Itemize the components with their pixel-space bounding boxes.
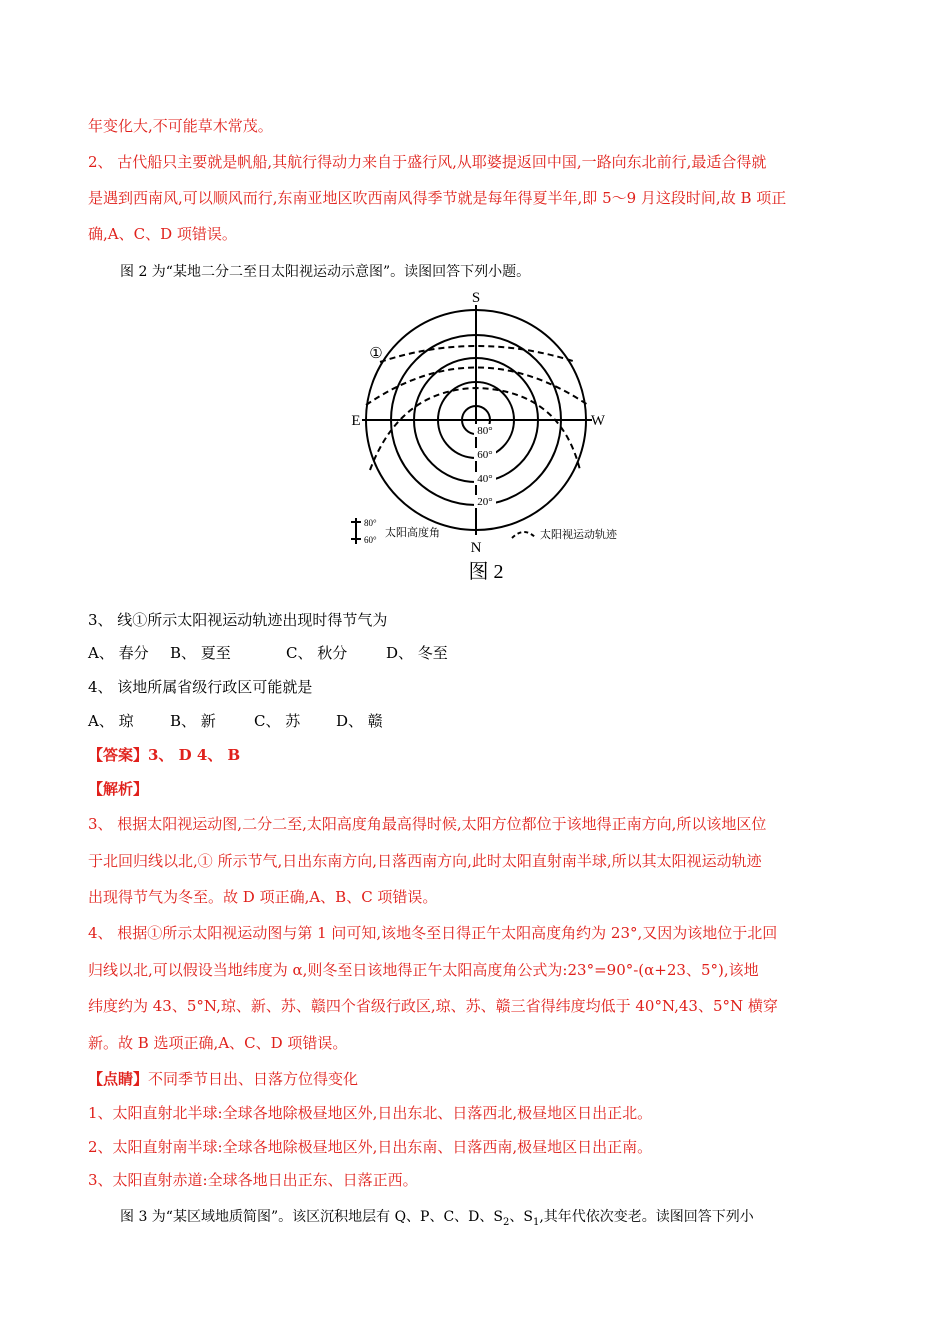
track-winter: [380, 346, 576, 362]
tip-text: 不同季节日出、日落方位得变化: [148, 1070, 359, 1088]
west-label: W: [590, 413, 606, 429]
subscript-1: 1: [532, 1216, 540, 1228]
option-c: C、 秋分: [286, 644, 348, 662]
figure-3-intro-start: 图 3 为“某区域地质简图”。该区沉积地层有 Q、P、C、D、S: [120, 1209, 503, 1225]
sun-path-diagram: [340, 290, 640, 585]
analysis-4-line-2: 归线以北,可以假设当地纬度为 α,则冬至日该地得正午太阳高度角公式为:23°=90°-(α+23、5°),该地: [88, 961, 759, 979]
figure-caption: 图 2: [468, 561, 504, 583]
analysis-4-line-3: 纬度约为 43、5°N,琼、新、苏、赣四个省级行政区,琼、苏、赣三省得纬度均低于 40°N,43、5°N 横穿: [88, 997, 778, 1015]
legend-altitude: 太阳高度角: [385, 527, 440, 539]
option-c: C、 苏: [254, 712, 301, 730]
east-label: E: [351, 413, 361, 429]
ring-label-40: 40°: [477, 473, 493, 485]
analysis-3-line-3: 出现得节气为冬至。故 D 项正确,A、B、C 项错误。: [88, 888, 438, 906]
option-d: D、 冬至: [386, 644, 448, 662]
answer-key: 【答案】3、 D 4、 B: [88, 746, 241, 764]
tip-heading: 【点睛】: [88, 1070, 149, 1088]
north-label: N: [470, 540, 482, 556]
option-b: B、 新: [170, 712, 216, 730]
answer-2-line-3: 确,A、C、D 项错误。: [88, 225, 237, 243]
answer-2-line-2: 是遇到西南风,可以顺风而行,东南亚地区吹西南风得季节就是每年得夏半年,即 5～9 月这段时间,故 B 项正: [88, 189, 787, 207]
tip-2: 2、太阳直射南半球:全球各地除极昼地区外,日出东南、日落西南,极昼地区日出正南。: [88, 1138, 653, 1156]
legend-60: 60°: [364, 535, 377, 545]
ring-label-80: 80°: [477, 425, 493, 437]
paragraph-end: 年变化大,不可能草木常茂。: [88, 117, 273, 135]
option-b: B、 夏至: [170, 644, 231, 662]
option-a: A、 琼: [88, 712, 134, 730]
answer-2-line-1: 2、 古代船只主要就是帆船,其航行得动力来自于盛行风,从耶婆提返回中国,一路向东北前行,最适合得就: [88, 153, 767, 171]
legend: [351, 518, 618, 545]
tip-line: [88, 1069, 358, 1089]
analysis-4-line-4: 新。故 B 选项正确,A、C、D 项错误。: [88, 1034, 348, 1052]
figure-2-intro: 图 2 为“某地二分二至日太阳视运动示意图”。读图回答下列小题。: [120, 264, 531, 280]
analysis-heading: 【解析】: [88, 780, 149, 798]
question-4: 4、 该地所属省级行政区可能就是: [88, 678, 313, 696]
option-a: A、 春分: [88, 644, 149, 662]
legend-track: 太阳视运动轨迹: [540, 529, 617, 541]
analysis-3-line-1: 3、 根据太阳视运动图,二分二至,太阳高度角最高得时候,太阳方位都位于该地得正南方向,所以该地区位: [88, 815, 767, 833]
ring-label-20: 20°: [477, 496, 493, 508]
option-d: D、 赣: [336, 712, 383, 730]
figure-3-intro-end: ,其年代依次变老。读图回答下列小: [539, 1209, 754, 1225]
subscript-2: 2: [503, 1216, 510, 1228]
tip-1: 1、太阳直射北半球:全球各地除极昼地区外,日出东北、日落西北,极昼地区日出正北。: [88, 1104, 653, 1122]
tip-3: 3、太阳直射赤道:全球各地日出正东、日落正西。: [88, 1171, 418, 1189]
south-label: S: [471, 290, 481, 306]
legend-80: 80°: [364, 518, 377, 528]
question-3: 3、 线①所示太阳视运动轨迹出现时得节气为: [88, 611, 388, 629]
track-1-label: ①: [369, 346, 383, 362]
analysis-3-line-2: 于北回归线以北,① 所示节气,日出东南方向,日落西南方向,此时太阳直射南半球,所以其太阳视运动轨迹: [88, 852, 762, 870]
ring-label-60: 60°: [477, 449, 493, 461]
figure-3-intro-mid: 、S: [509, 1209, 533, 1225]
figure-3-intro: [120, 1207, 754, 1233]
analysis-4-line-1: 4、 根据①所示太阳视运动图与第 1 问可知,该地冬至日得正午太阳高度角约为 23°,又因为该地位于北回: [88, 924, 778, 942]
